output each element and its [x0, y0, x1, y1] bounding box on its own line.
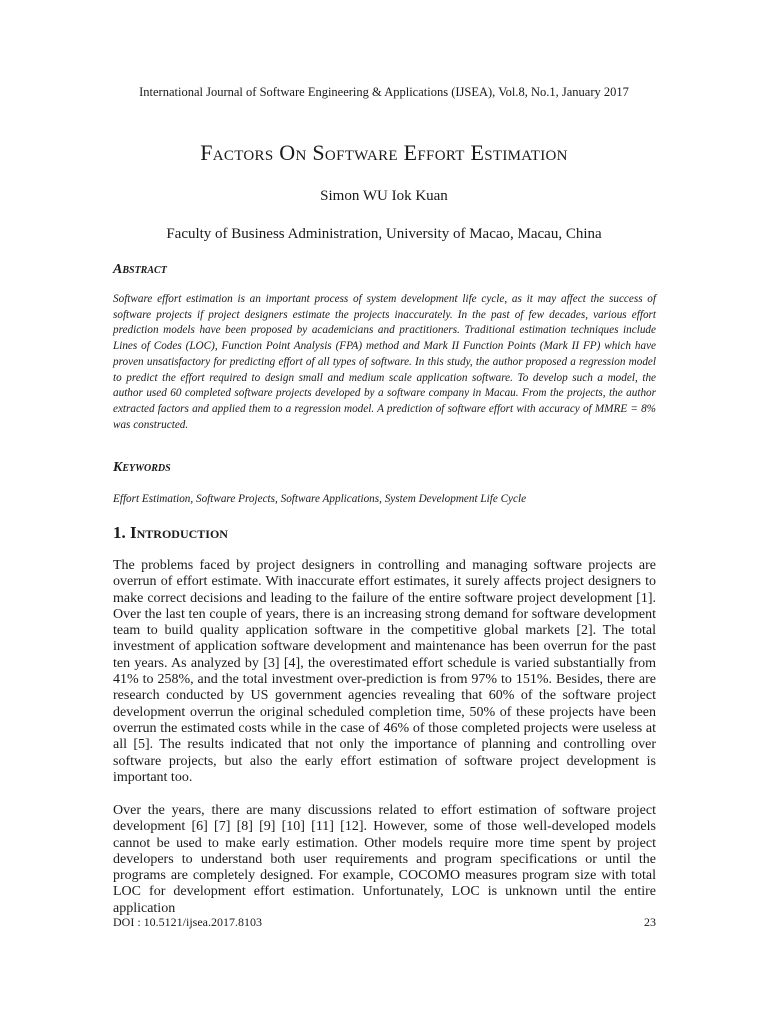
introduction-heading: 1. Introduction [113, 523, 228, 542]
author-affiliation: Faculty of Business Administration, University of Macao, Macau, China [166, 226, 602, 242]
paper-title: Factors On Software Effort Estimation [200, 140, 568, 165]
introduction-paragraph-2: Over the years, there are many discussions related to effort estimation of software project development [6] [7] [8] [9] [10] [11] [12]. However, some of those well-developed models cannot be used to make early estimation. Other models require more time spent by project developers to understand both user requirements and program specifications or until the programs are completely designed. For example, COCOMO measures program size with total LOC for development effort estimation. Unfortunately, LOC is unknown until the entire application [113, 803, 656, 916]
page-footer [113, 915, 656, 930]
keywords-text: Effort Estimation, Software Projects, Software Applications, System Development Life Cycle [113, 493, 527, 505]
page-number: 23 [644, 915, 656, 929]
keywords-heading: Keywords [113, 460, 171, 475]
doi-text: DOI : 10.5121/ijsea.2017.8103 [113, 915, 262, 929]
abstract-heading: Abstract [113, 262, 167, 277]
introduction-paragraph-1: The problems faced by project designers in controlling and managing software projects are overrun of effort estimate. With inaccurate effort estimates, it surely affects project designers to make correct decisions and leading to the failure of the entire software project development [1]. Over the last ten couple of years, there is an increasing strong demand for software development team to build quality application software in the competitive global markets [2]. The total investment of application software development and maintenance has been overrun for the past ten years. As analyzed by [3] [4], the overestimated effort schedule is varied substantially from 41% to 258%, and the total investment over-prediction is from 97% to 151%. Besides, there are research conducted by US government agencies revealing that 60% of the software project development overrun the original scheduled completion time, 50% of these projects have been overrun the estimated costs while in the case of 46% of those completed projects were useless at all [5]. The results indicated that not only the importance of planning and controlling over software projects, but also the early effort estimation of software project development is important too. [113, 558, 656, 785]
author-name: Simon WU Iok Kuan [320, 188, 448, 204]
abstract-text: Software effort estimation is an important process of system development life cycle, as it may affect the success of software projects if project designers estimate the projects inaccurately. In the past of few decades, various effort prediction models have been proposed by academicians and practitioners. Traditional estimation techniques include Lines of Codes (LOC), Function Point Analysis (FPA) method and Mark II Function Points (Mark II FP) which have proven unsatisfactory for predicting effort of all types of software. In this study, the author proposed a regression model to predict the effort required to design small and medium scale application software. To develop such a model, the author used 60 completed software projects developed by a software company in Macau. From the projects, the author extracted factors and applied them to a regression model. A prediction of software effort with accuracy of MMRE = 8% was constructed. [113, 293, 656, 431]
journal-header: International Journal of Software Engineering & Applications (IJSEA), Vol.8, No.1, January 2017 [139, 85, 629, 99]
